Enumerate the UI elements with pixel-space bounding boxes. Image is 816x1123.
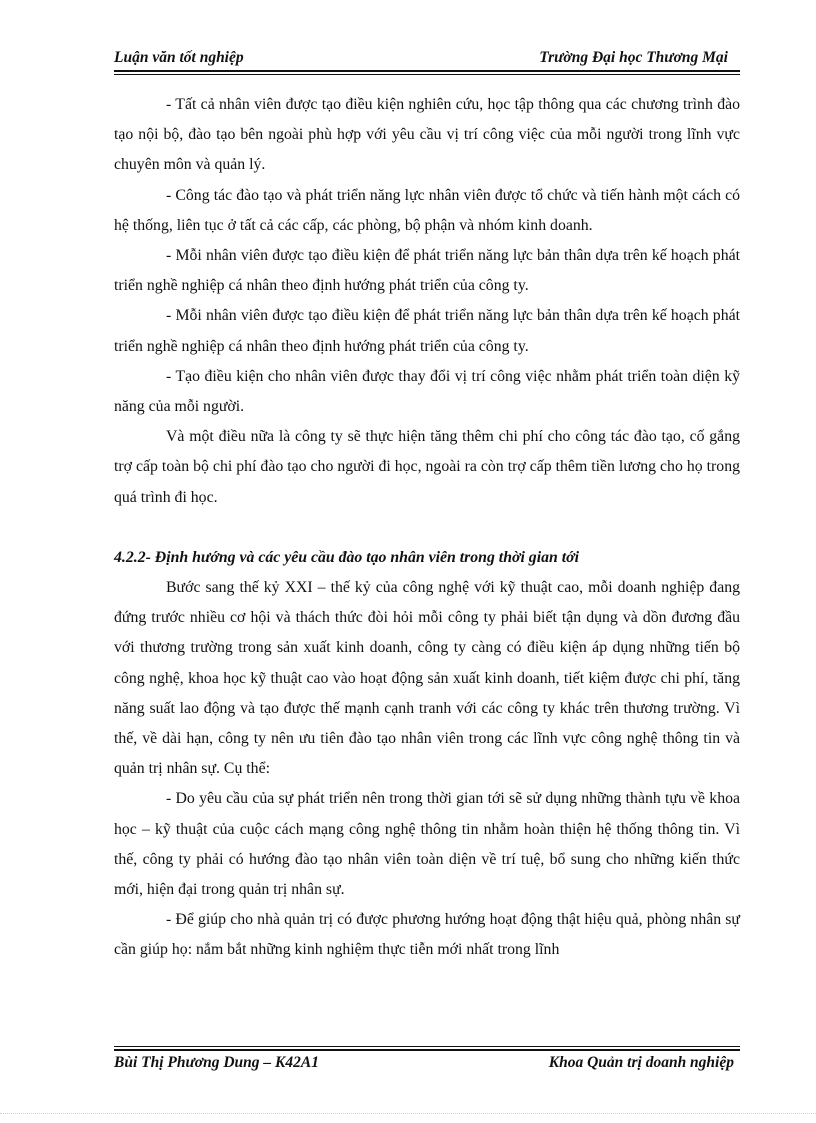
document-body	[114, 90, 740, 966]
page-header	[114, 46, 740, 70]
header-university-label: Trường Đại học Thương Mại	[539, 49, 728, 66]
paragraph: - Tạo điều kiện cho nhân viên được thay đổi vị trí công việc nhằm phát triển toàn diện kỹ năng của mỗi người.	[114, 367, 740, 416]
footer-author-label: Bùi Thị Phương Dung – K42A1	[114, 1054, 319, 1071]
paragraph: - Mỗi nhân viên được tạo điều kiện để phát triển năng lực bản thân dựa trên kế hoạch phát triển nghề nghiệp cá nhân theo định hướng phát triển của công ty.	[114, 307, 740, 355]
page-footer	[114, 1054, 740, 1078]
paragraph: Bước sang thế kỷ XXI – thế kỷ của công nghệ với kỹ thuật cao, mỗi doanh nghiệp đang đứng trước nhiều cơ hội và thách thức đòi hỏi mỗi công ty phải biết tận dụng và dồn đương đầu với thương trường trong sản xuất kinh doanh, công ty càng có điều kiện áp dụng những tiến bộ công nghệ, khoa học kỹ thuật cao vào hoạt động sản xuất kinh doanh, tiết kiệm được chi phí, tăng năng suất lao động và tạo được thế mạnh cạnh tranh với các công ty khác trên thương trường. Vì thế, về dài hạn, công ty nên ưu tiên đào tạo nhân viên trong các lĩnh vực công nghệ thông tin và quản trị nhân sự. Cụ thể:	[114, 579, 740, 778]
paragraph: - Tất cả nhân viên được tạo điều kiện nghiên cứu, học tập thông qua các chương trình đào tạo nội bộ, đào tạo bên ngoài phù hợp với yêu cầu vị trí công việc của mỗi người trong lĩnh vực chuyên môn và quản lý.	[114, 96, 740, 174]
header-rule-thick	[114, 70, 740, 72]
footer-rule-thick	[114, 1049, 740, 1051]
paragraph: Và một điều nữa là công ty sẽ thực hiện tăng thêm chi phí cho công tác đào tạo, cố gắng trợ cấp toàn bộ chi phí đào tạo cho người đi học, ngoài ra còn trợ cấp thêm tiền lương cho họ trong quá trình đi học.	[114, 428, 740, 506]
footer-faculty-label: Khoa Quản trị doanh nghiệp	[548, 1054, 734, 1071]
header-rule-thin	[114, 74, 740, 75]
header-thesis-label: Luận văn tốt nghiệp	[114, 49, 244, 66]
paragraph: - Công tác đào tạo và phát triển năng lực nhân viên được tổ chức và tiến hành một cách có hệ thống, liên tục ở tất cả các cấp, các phòng, bộ phận và nhóm kinh doanh.	[114, 186, 740, 234]
paragraph: - Do yêu cầu của sự phát triển nên trong thời gian tới sẽ sử dụng những thành tựu về khoa học – kỹ thuật của cuộc cách mạng công nghệ thông tin nhằm hoàn thiện hệ thống thông tin. Vì thế, công ty phải có hướng đào tạo nhân viên toàn diện về trí tuệ, bổ sung cho những kiến thức mới, hiện đại trong quản trị nhân sự.	[114, 790, 740, 899]
page-edge-divider	[0, 1113, 816, 1114]
paragraph: - Mỗi nhân viên được tạo điều kiện để phát triển năng lực bản thân dựa trên kế hoạch phát triển nghề nghiệp cá nhân theo định hướng phát triển của công ty.	[114, 247, 740, 295]
section-heading: 4.2.2- Định hướng và các yêu cầu đào tạo nhân viên trong thời gian tới	[114, 548, 579, 566]
paragraph: - Để giúp cho nhà quản trị có được phương hướng hoạt động thật hiệu quả, phòng nhân sự cần giúp họ: nắm bắt những kinh nghiệm thực tiễn mới nhất trong lĩnh	[114, 911, 740, 959]
footer-rule-thin	[114, 1046, 740, 1047]
